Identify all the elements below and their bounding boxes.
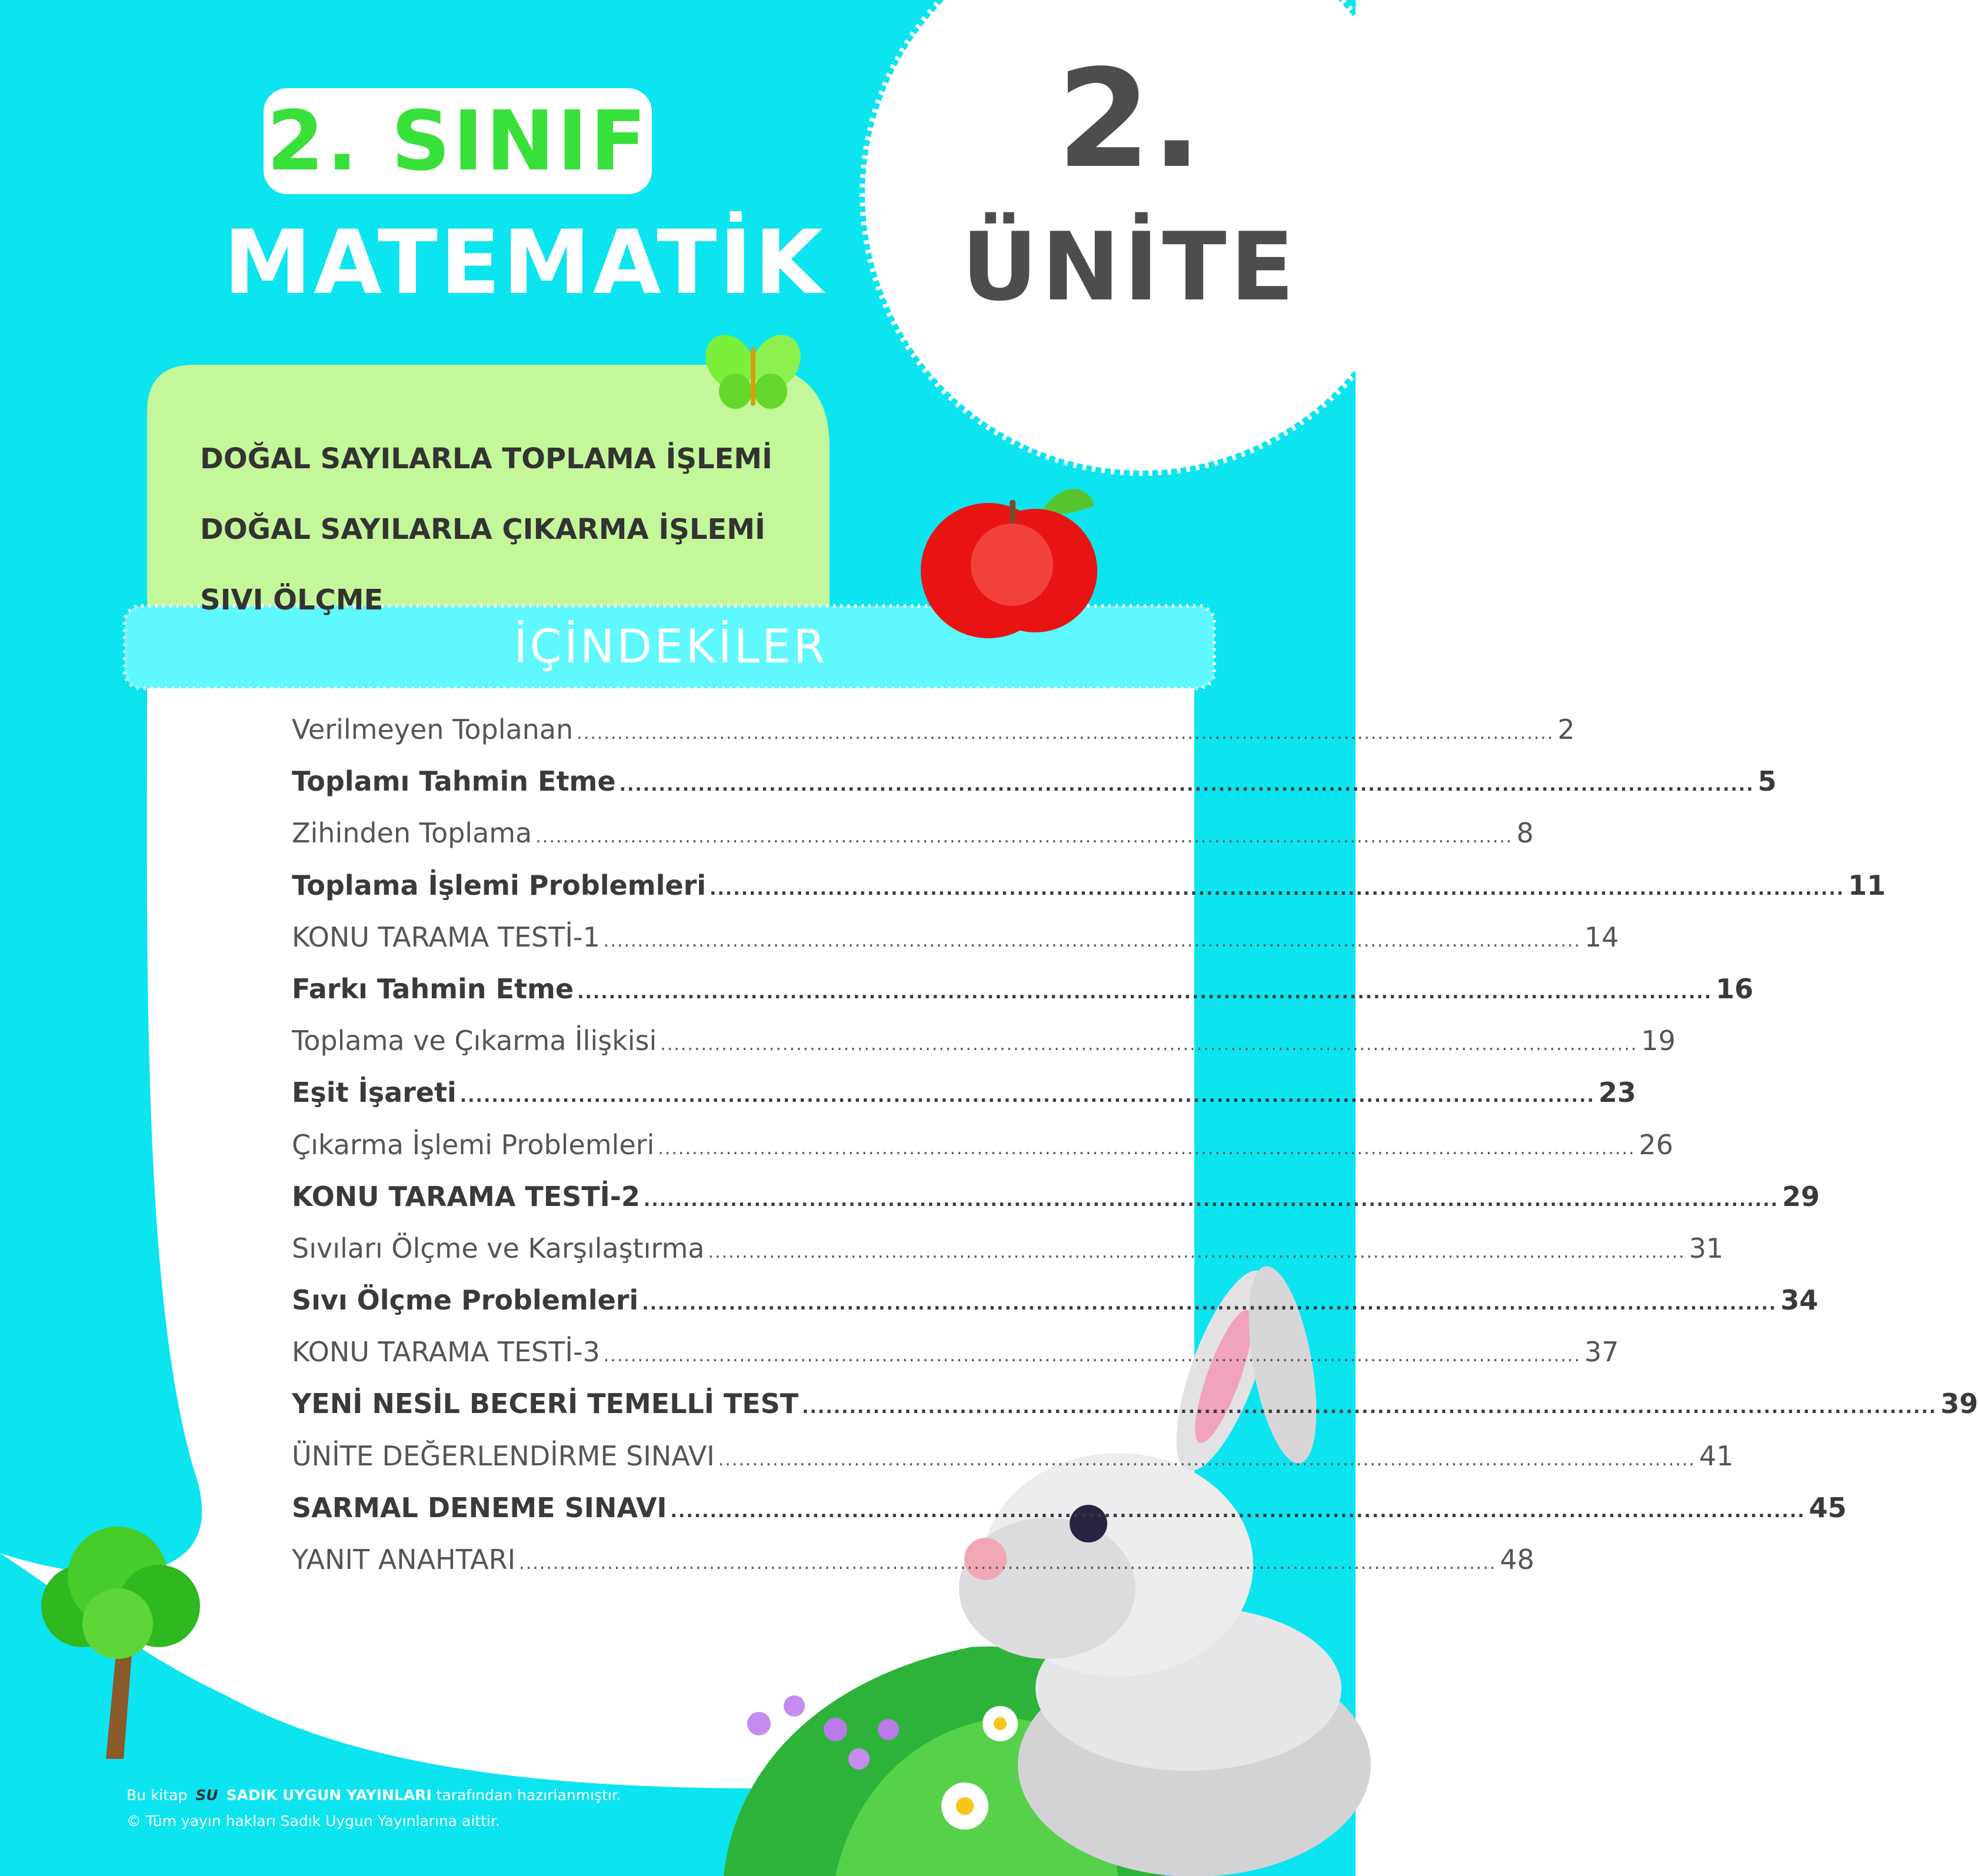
- toc-page: 26: [1639, 1128, 1674, 1161]
- toc-row: [292, 1222, 1724, 1274]
- toc-label: SARMAL DENEME SINAVI: [292, 1491, 667, 1524]
- toc-label: Sıvı Ölçme Problemleri: [292, 1284, 639, 1317]
- footer-suffix: tarafından hazırlanmıştır.: [436, 1787, 621, 1804]
- toc-label: Farkı Tahmin Etme: [292, 972, 574, 1005]
- toc-page: 8: [1516, 817, 1534, 849]
- toc-leader: ................................................................................................................................................: [708, 1241, 1686, 1262]
- grade-label: 2. SINIF: [267, 93, 649, 189]
- toc-page: 5: [1757, 765, 1777, 798]
- toc-title: İÇİNDEKİLER: [514, 621, 828, 674]
- toc-leader: ................................................................................................................................................: [619, 775, 1754, 796]
- toc-page: 14: [1584, 921, 1619, 953]
- toc-label: Zihinden Toplama: [292, 817, 532, 849]
- toc-row: [292, 1171, 1820, 1222]
- toc-row: [292, 1482, 1847, 1534]
- toc-leader: ................................................................................................................................................: [643, 1189, 1779, 1211]
- subject-title: MATEMATİK: [224, 212, 825, 314]
- toc-row: [292, 1378, 1978, 1430]
- toc-row: [292, 1326, 1619, 1378]
- toc-label: ÜNİTE DEĞERLENDİRME SINAVI: [292, 1440, 715, 1472]
- toc-page: 19: [1641, 1025, 1676, 1057]
- publisher-name: SADIK UYGUN YAYINLARI: [226, 1787, 432, 1804]
- toc-page: 37: [1584, 1336, 1619, 1368]
- toc-leader: ................................................................................................................................................: [710, 878, 1845, 899]
- toc-label: Toplama ve Çıkarma İlişkisi: [292, 1025, 657, 1057]
- unit-number: 2.: [1057, 41, 1203, 198]
- toc-label: Çıkarma İşlemi Problemleri: [292, 1128, 655, 1161]
- topics-list: [200, 424, 772, 635]
- toc-label: Verilmeyen Toplanan: [292, 714, 574, 745]
- toc-page: 11: [1848, 869, 1886, 901]
- toc-label: Eşit İşareti: [292, 1077, 457, 1109]
- toc-label: YANIT ANAHTARI: [292, 1544, 516, 1575]
- toc-leader: ................................................................................................................................................: [535, 827, 1513, 848]
- toc-leader: ................................................................................................................................................: [519, 1553, 1497, 1574]
- toc-row: [292, 704, 1575, 755]
- toc-row: [292, 1119, 1674, 1171]
- toc-page: 16: [1716, 972, 1754, 1005]
- toc-row: [292, 963, 1754, 1015]
- toc-page: 23: [1598, 1077, 1636, 1109]
- toc-row: [292, 1067, 1636, 1118]
- topic-item: DOĞAL SAYILARLA ÇIKARMA İŞLEMİ: [200, 513, 765, 546]
- toc-row: [292, 911, 1619, 963]
- toc-leader: ................................................................................................................................................: [603, 1345, 1581, 1367]
- toc-label: KONU TARAMA TESTİ-1: [292, 921, 600, 953]
- topic-item: SIVI ÖLÇME: [200, 584, 384, 617]
- footer-line-publisher: [126, 1782, 621, 1808]
- toc-page: 41: [1699, 1440, 1734, 1472]
- toc-row: [292, 1534, 1534, 1585]
- toc-page: 48: [1500, 1544, 1534, 1575]
- toc-label: KONU TARAMA TESTİ-3: [292, 1336, 600, 1368]
- toc-row: [292, 807, 1534, 859]
- table-of-contents: [292, 704, 1978, 1585]
- toc-page: 34: [1780, 1284, 1819, 1317]
- grade-badge: [264, 88, 652, 194]
- toc-page: 39: [1940, 1388, 1978, 1420]
- toc-leader: ................................................................................................................................................: [577, 723, 1554, 744]
- toc-leader: ................................................................................................................................................: [577, 982, 1713, 1003]
- toc-label: Toplamı Tahmin Etme: [292, 765, 616, 798]
- footer-prefix: Bu kitap: [126, 1787, 188, 1804]
- toc-row: [292, 859, 1886, 911]
- toc-leader: ................................................................................................................................................: [802, 1397, 1937, 1418]
- toc-page: 29: [1781, 1180, 1820, 1212]
- toc-row: [292, 755, 1777, 807]
- toc-leader: ................................................................................................................................................: [603, 930, 1581, 951]
- toc-leader: ................................................................................................................................................: [658, 1138, 1636, 1159]
- toc-leader: ................................................................................................................................................: [670, 1501, 1806, 1522]
- toc-label: Sıvıları Ölçme ve Karşılaştırma: [292, 1232, 705, 1264]
- toc-row: [292, 1015, 1676, 1067]
- toc-label: YENİ NESİL BECERİ TEMELLİ TEST: [292, 1388, 799, 1420]
- toc-leader: ................................................................................................................................................: [718, 1449, 1696, 1470]
- toc-row: [292, 1430, 1734, 1482]
- toc-label: Toplama İşlemi Problemleri: [292, 869, 707, 901]
- toc-page: 45: [1809, 1491, 1847, 1524]
- toc-row: [292, 1274, 1819, 1326]
- footer: [126, 1782, 621, 1834]
- toc-leader: ................................................................................................................................................: [459, 1086, 1595, 1107]
- publisher-logo: SU: [195, 1787, 218, 1804]
- unit-label: ÜNİTE: [961, 212, 1298, 322]
- toc-leader: ................................................................................................................................................: [660, 1034, 1638, 1055]
- toc-label: KONU TARAMA TESTİ-2: [292, 1180, 640, 1212]
- toc-page: 2: [1557, 714, 1575, 745]
- toc-leader: ................................................................................................................................................: [642, 1294, 1777, 1315]
- footer-copyright: © Tüm yayın hakları Sadık Uygun Yayınlarına aittir.: [126, 1812, 500, 1830]
- toc-page: 31: [1689, 1232, 1724, 1264]
- topic-item: DOĞAL SAYILARLA TOPLAMA İŞLEMİ: [200, 442, 772, 475]
